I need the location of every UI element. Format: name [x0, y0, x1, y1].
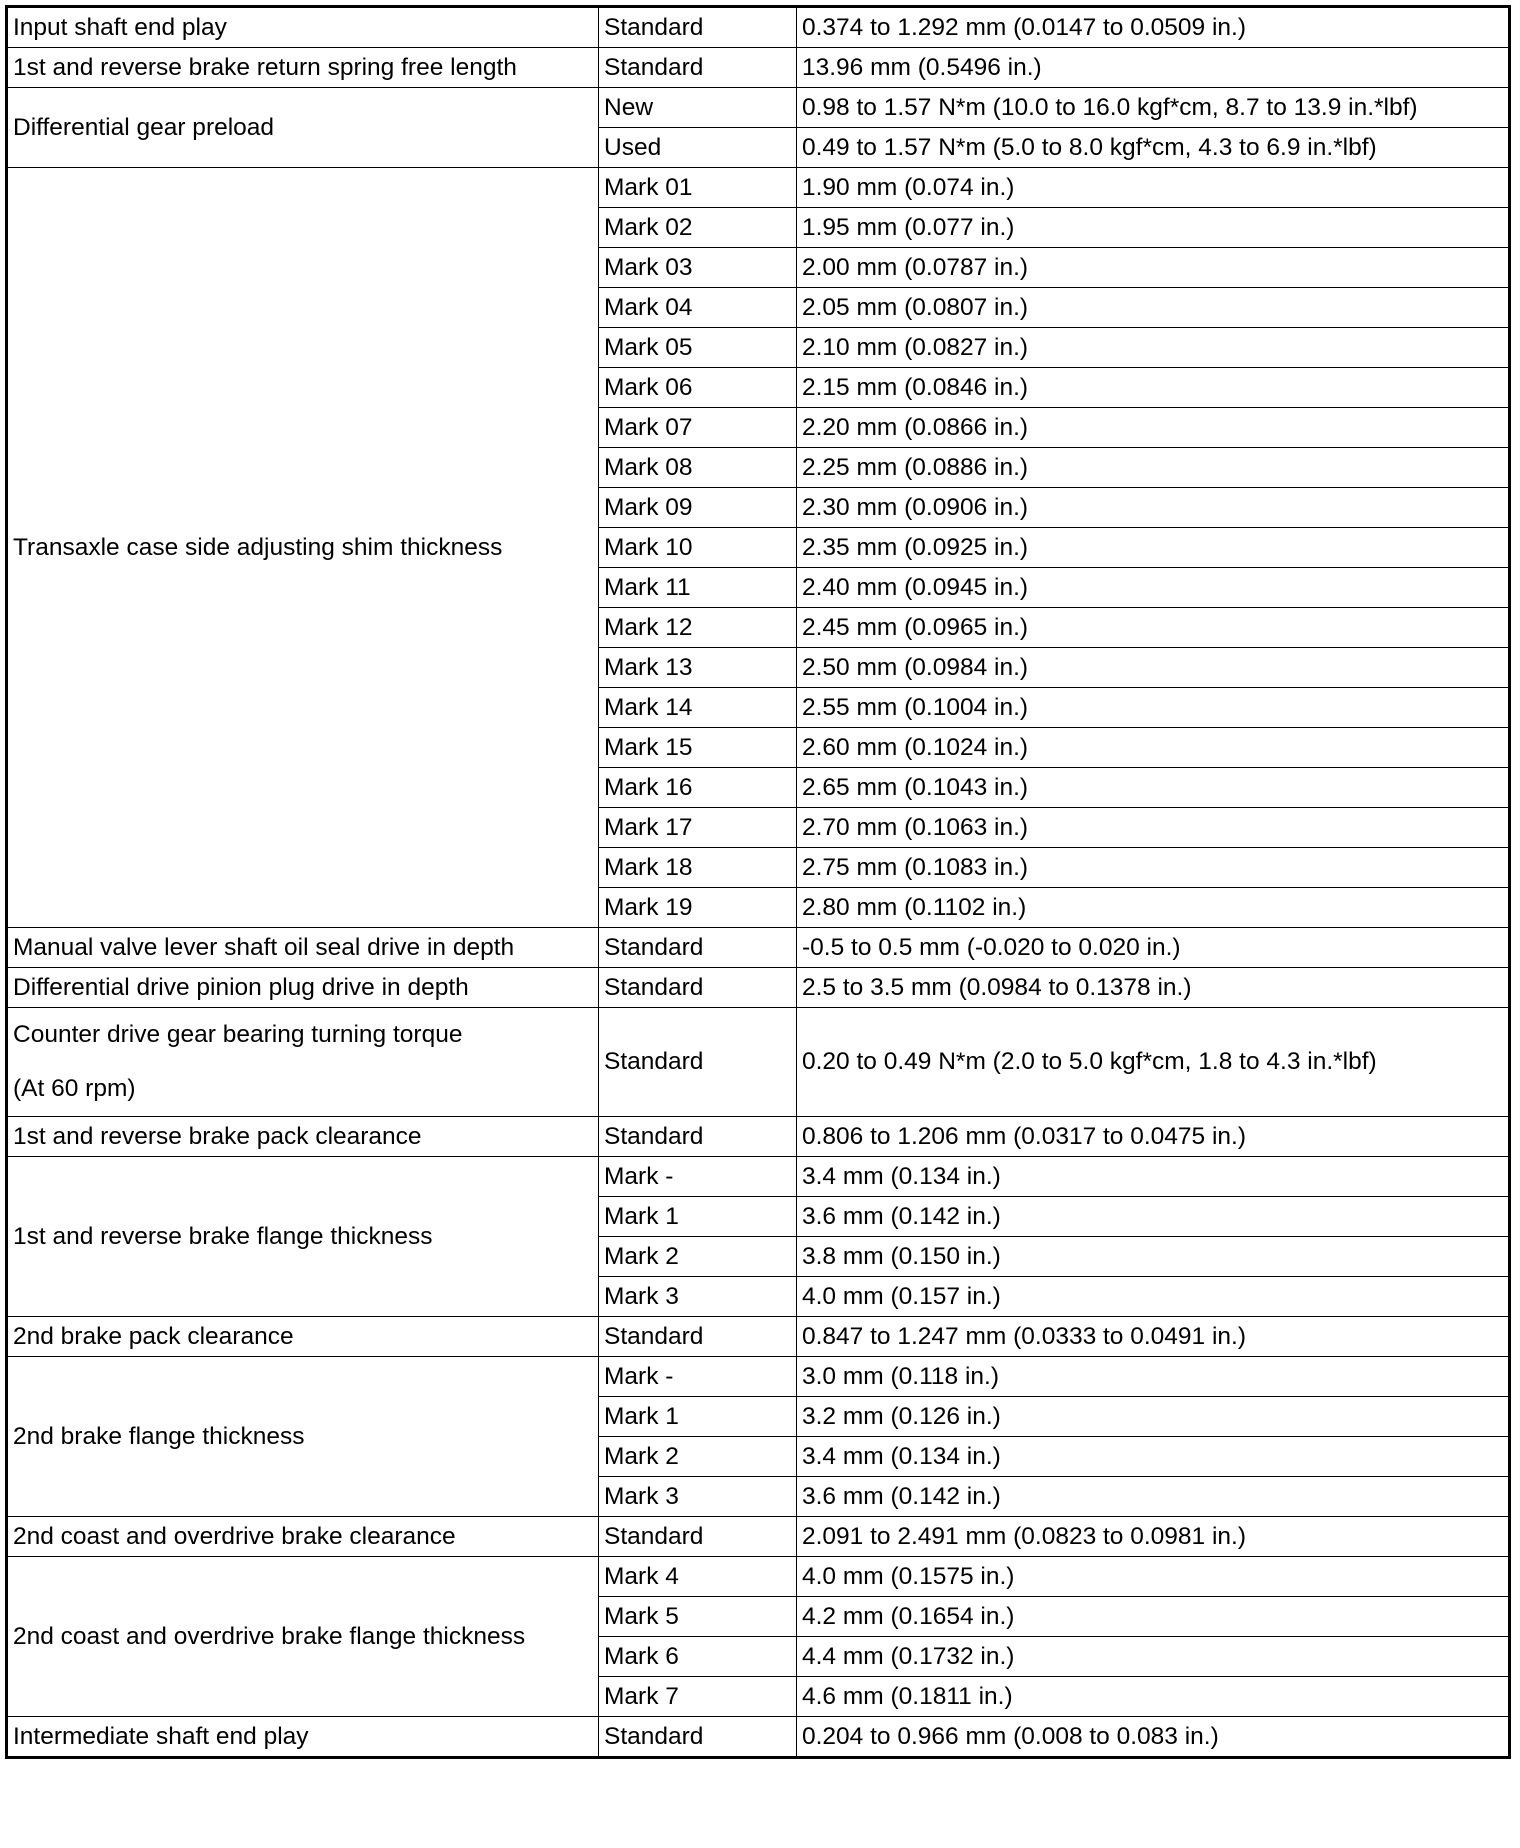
spec-value-cell: 2.80 mm (0.1102 in.)	[797, 888, 1510, 928]
spec-condition-cell: Mark 3	[599, 1277, 797, 1317]
spec-item-cell: Input shaft end play	[7, 7, 599, 48]
table-row	[7, 7, 1510, 48]
spec-value-cell: 2.20 mm (0.0866 in.)	[797, 408, 1510, 448]
spec-value-cell: 1.95 mm (0.077 in.)	[797, 208, 1510, 248]
spec-condition-cell: New	[599, 88, 797, 128]
spec-item-cell: Intermediate shaft end play	[7, 1717, 599, 1758]
spec-condition-cell: Used	[599, 128, 797, 168]
spec-value-cell: 2.10 mm (0.0827 in.)	[797, 328, 1510, 368]
spec-condition-cell: Mark 2	[599, 1437, 797, 1477]
spec-value-cell: 3.6 mm (0.142 in.)	[797, 1197, 1510, 1237]
spec-condition-cell: Mark 13	[599, 648, 797, 688]
spec-condition-cell: Standard	[599, 968, 797, 1008]
spec-condition-cell: Mark 04	[599, 288, 797, 328]
spec-value-cell: 3.4 mm (0.134 in.)	[797, 1437, 1510, 1477]
spec-value-cell: 2.50 mm (0.0984 in.)	[797, 648, 1510, 688]
spec-value-cell: 0.20 to 0.49 N*m (2.0 to 5.0 kgf*cm, 1.8 to 4.3 in.*lbf)	[797, 1008, 1510, 1117]
spec-value-cell: 2.25 mm (0.0886 in.)	[797, 448, 1510, 488]
spec-condition-cell: Mark 05	[599, 328, 797, 368]
spec-value-cell: 3.8 mm (0.150 in.)	[797, 1237, 1510, 1277]
spec-item-cell: 1st and reverse brake pack clearance	[7, 1117, 599, 1157]
spec-condition-cell: Mark 18	[599, 848, 797, 888]
spec-condition-cell: Mark 1	[599, 1397, 797, 1437]
spec-condition-cell: Mark 12	[599, 608, 797, 648]
spec-condition-cell: Mark 16	[599, 768, 797, 808]
spec-condition-cell: Standard	[599, 1317, 797, 1357]
spec-value-cell: 4.6 mm (0.1811 in.)	[797, 1677, 1510, 1717]
spec-condition-cell: Mark -	[599, 1157, 797, 1197]
spec-condition-cell: Standard	[599, 1717, 797, 1758]
spec-value-cell: 2.35 mm (0.0925 in.)	[797, 528, 1510, 568]
spec-value-cell: 0.374 to 1.292 mm (0.0147 to 0.0509 in.)	[797, 7, 1510, 48]
table-row	[7, 48, 1510, 88]
spec-condition-cell: Mark 03	[599, 248, 797, 288]
spec-item-cell: Manual valve lever shaft oil seal drive in depth	[7, 928, 599, 968]
spec-item-cell: Differential gear preload	[7, 88, 599, 168]
spec-value-cell: 2.40 mm (0.0945 in.)	[797, 568, 1510, 608]
spec-condition-cell: Mark 5	[599, 1597, 797, 1637]
spec-condition-cell: Standard	[599, 48, 797, 88]
spec-condition-cell: Mark 09	[599, 488, 797, 528]
spec-condition-cell: Standard	[599, 1008, 797, 1117]
spec-value-cell: 0.204 to 0.966 mm (0.008 to 0.083 in.)	[797, 1717, 1510, 1758]
spec-value-cell: 2.091 to 2.491 mm (0.0823 to 0.0981 in.)	[797, 1517, 1510, 1557]
specification-table	[5, 5, 1511, 1759]
spec-condition-cell: Mark 4	[599, 1557, 797, 1597]
spec-item-cell: 1st and reverse brake return spring free length	[7, 48, 599, 88]
spec-value-cell: 4.0 mm (0.1575 in.)	[797, 1557, 1510, 1597]
spec-item-cell: Transaxle case side adjusting shim thickness	[7, 168, 599, 928]
spec-value-cell: 2.5 to 3.5 mm (0.0984 to 0.1378 in.)	[797, 968, 1510, 1008]
spec-condition-cell: Standard	[599, 1117, 797, 1157]
spec-item-label: Counter drive gear bearing turning torque	[13, 1021, 463, 1048]
table-row	[7, 1717, 1510, 1758]
table-row	[7, 1517, 1510, 1557]
spec-value-cell: 2.60 mm (0.1024 in.)	[797, 728, 1510, 768]
spec-value-cell: 4.4 mm (0.1732 in.)	[797, 1637, 1510, 1677]
spec-value-cell: 0.847 to 1.247 mm (0.0333 to 0.0491 in.)	[797, 1317, 1510, 1357]
spec-condition-cell: Standard	[599, 1517, 797, 1557]
spec-condition-cell: Mark 6	[599, 1637, 797, 1677]
spec-value-cell: 0.49 to 1.57 N*m (5.0 to 8.0 kgf*cm, 4.3 to 6.9 in.*lbf)	[797, 128, 1510, 168]
spec-value-cell: 2.30 mm (0.0906 in.)	[797, 488, 1510, 528]
table-row	[7, 1357, 1510, 1397]
spec-item-cell: 2nd brake flange thickness	[7, 1357, 599, 1517]
spec-condition-cell: Mark 07	[599, 408, 797, 448]
spec-condition-cell: Mark 19	[599, 888, 797, 928]
spec-value-cell: 2.70 mm (0.1063 in.)	[797, 808, 1510, 848]
spec-item-cell: 1st and reverse brake flange thickness	[7, 1157, 599, 1317]
spec-value-cell: 3.2 mm (0.126 in.)	[797, 1397, 1510, 1437]
table-row	[7, 1117, 1510, 1157]
spec-condition-cell: Mark 02	[599, 208, 797, 248]
spec-value-cell: 3.6 mm (0.142 in.)	[797, 1477, 1510, 1517]
spec-item-cell: 2nd coast and overdrive brake clearance	[7, 1517, 599, 1557]
spec-condition-cell: Mark 14	[599, 688, 797, 728]
table-row	[7, 928, 1510, 968]
spec-item-note: (At 60 rpm)	[13, 1075, 136, 1102]
spec-value-cell: 2.65 mm (0.1043 in.)	[797, 768, 1510, 808]
table-row	[7, 968, 1510, 1008]
spec-condition-cell: Mark 7	[599, 1677, 797, 1717]
table-row	[7, 1157, 1510, 1197]
spec-value-cell: 2.45 mm (0.0965 in.)	[797, 608, 1510, 648]
spec-condition-cell: Mark 06	[599, 368, 797, 408]
spec-item-cell: Differential drive pinion plug drive in depth	[7, 968, 599, 1008]
spec-item-cell: 2nd coast and overdrive brake flange thickness	[7, 1557, 599, 1717]
spec-value-cell: -0.5 to 0.5 mm (-0.020 to 0.020 in.)	[797, 928, 1510, 968]
specification-table-body	[7, 7, 1510, 1758]
table-row	[7, 168, 1510, 208]
spec-value-cell: 3.4 mm (0.134 in.)	[797, 1157, 1510, 1197]
spec-value-cell: 0.806 to 1.206 mm (0.0317 to 0.0475 in.)	[797, 1117, 1510, 1157]
spec-value-cell: 0.98 to 1.57 N*m (10.0 to 16.0 kgf*cm, 8.7 to 13.9 in.*lbf)	[797, 88, 1510, 128]
table-row	[7, 1008, 1510, 1117]
spec-value-cell: 2.75 mm (0.1083 in.)	[797, 848, 1510, 888]
spec-condition-cell: Mark 11	[599, 568, 797, 608]
spec-value-cell: 2.15 mm (0.0846 in.)	[797, 368, 1510, 408]
spec-value-cell: 3.0 mm (0.118 in.)	[797, 1357, 1510, 1397]
spec-condition-cell: Mark 08	[599, 448, 797, 488]
spec-item-cell: 2nd brake pack clearance	[7, 1317, 599, 1357]
spec-condition-cell: Mark 3	[599, 1477, 797, 1517]
table-row	[7, 1317, 1510, 1357]
spec-condition-cell: Standard	[599, 928, 797, 968]
spec-condition-cell: Mark -	[599, 1357, 797, 1397]
spec-value-cell: 4.2 mm (0.1654 in.)	[797, 1597, 1510, 1637]
spec-condition-cell: Mark 15	[599, 728, 797, 768]
spec-condition-cell: Mark 2	[599, 1237, 797, 1277]
table-row	[7, 1557, 1510, 1597]
spec-condition-cell: Mark 1	[599, 1197, 797, 1237]
spec-value-cell: 2.05 mm (0.0807 in.)	[797, 288, 1510, 328]
spec-condition-cell: Mark 01	[599, 168, 797, 208]
spec-value-cell: 2.55 mm (0.1004 in.)	[797, 688, 1510, 728]
spec-value-cell: 1.90 mm (0.074 in.)	[797, 168, 1510, 208]
table-row	[7, 88, 1510, 128]
spec-condition-cell: Mark 10	[599, 528, 797, 568]
spec-value-cell: 2.00 mm (0.0787 in.)	[797, 248, 1510, 288]
spec-condition-cell: Standard	[599, 7, 797, 48]
spec-value-cell: 13.96 mm (0.5496 in.)	[797, 48, 1510, 88]
spec-condition-cell: Mark 17	[599, 808, 797, 848]
spec-value-cell: 4.0 mm (0.157 in.)	[797, 1277, 1510, 1317]
spec-item-cell	[7, 1008, 599, 1117]
